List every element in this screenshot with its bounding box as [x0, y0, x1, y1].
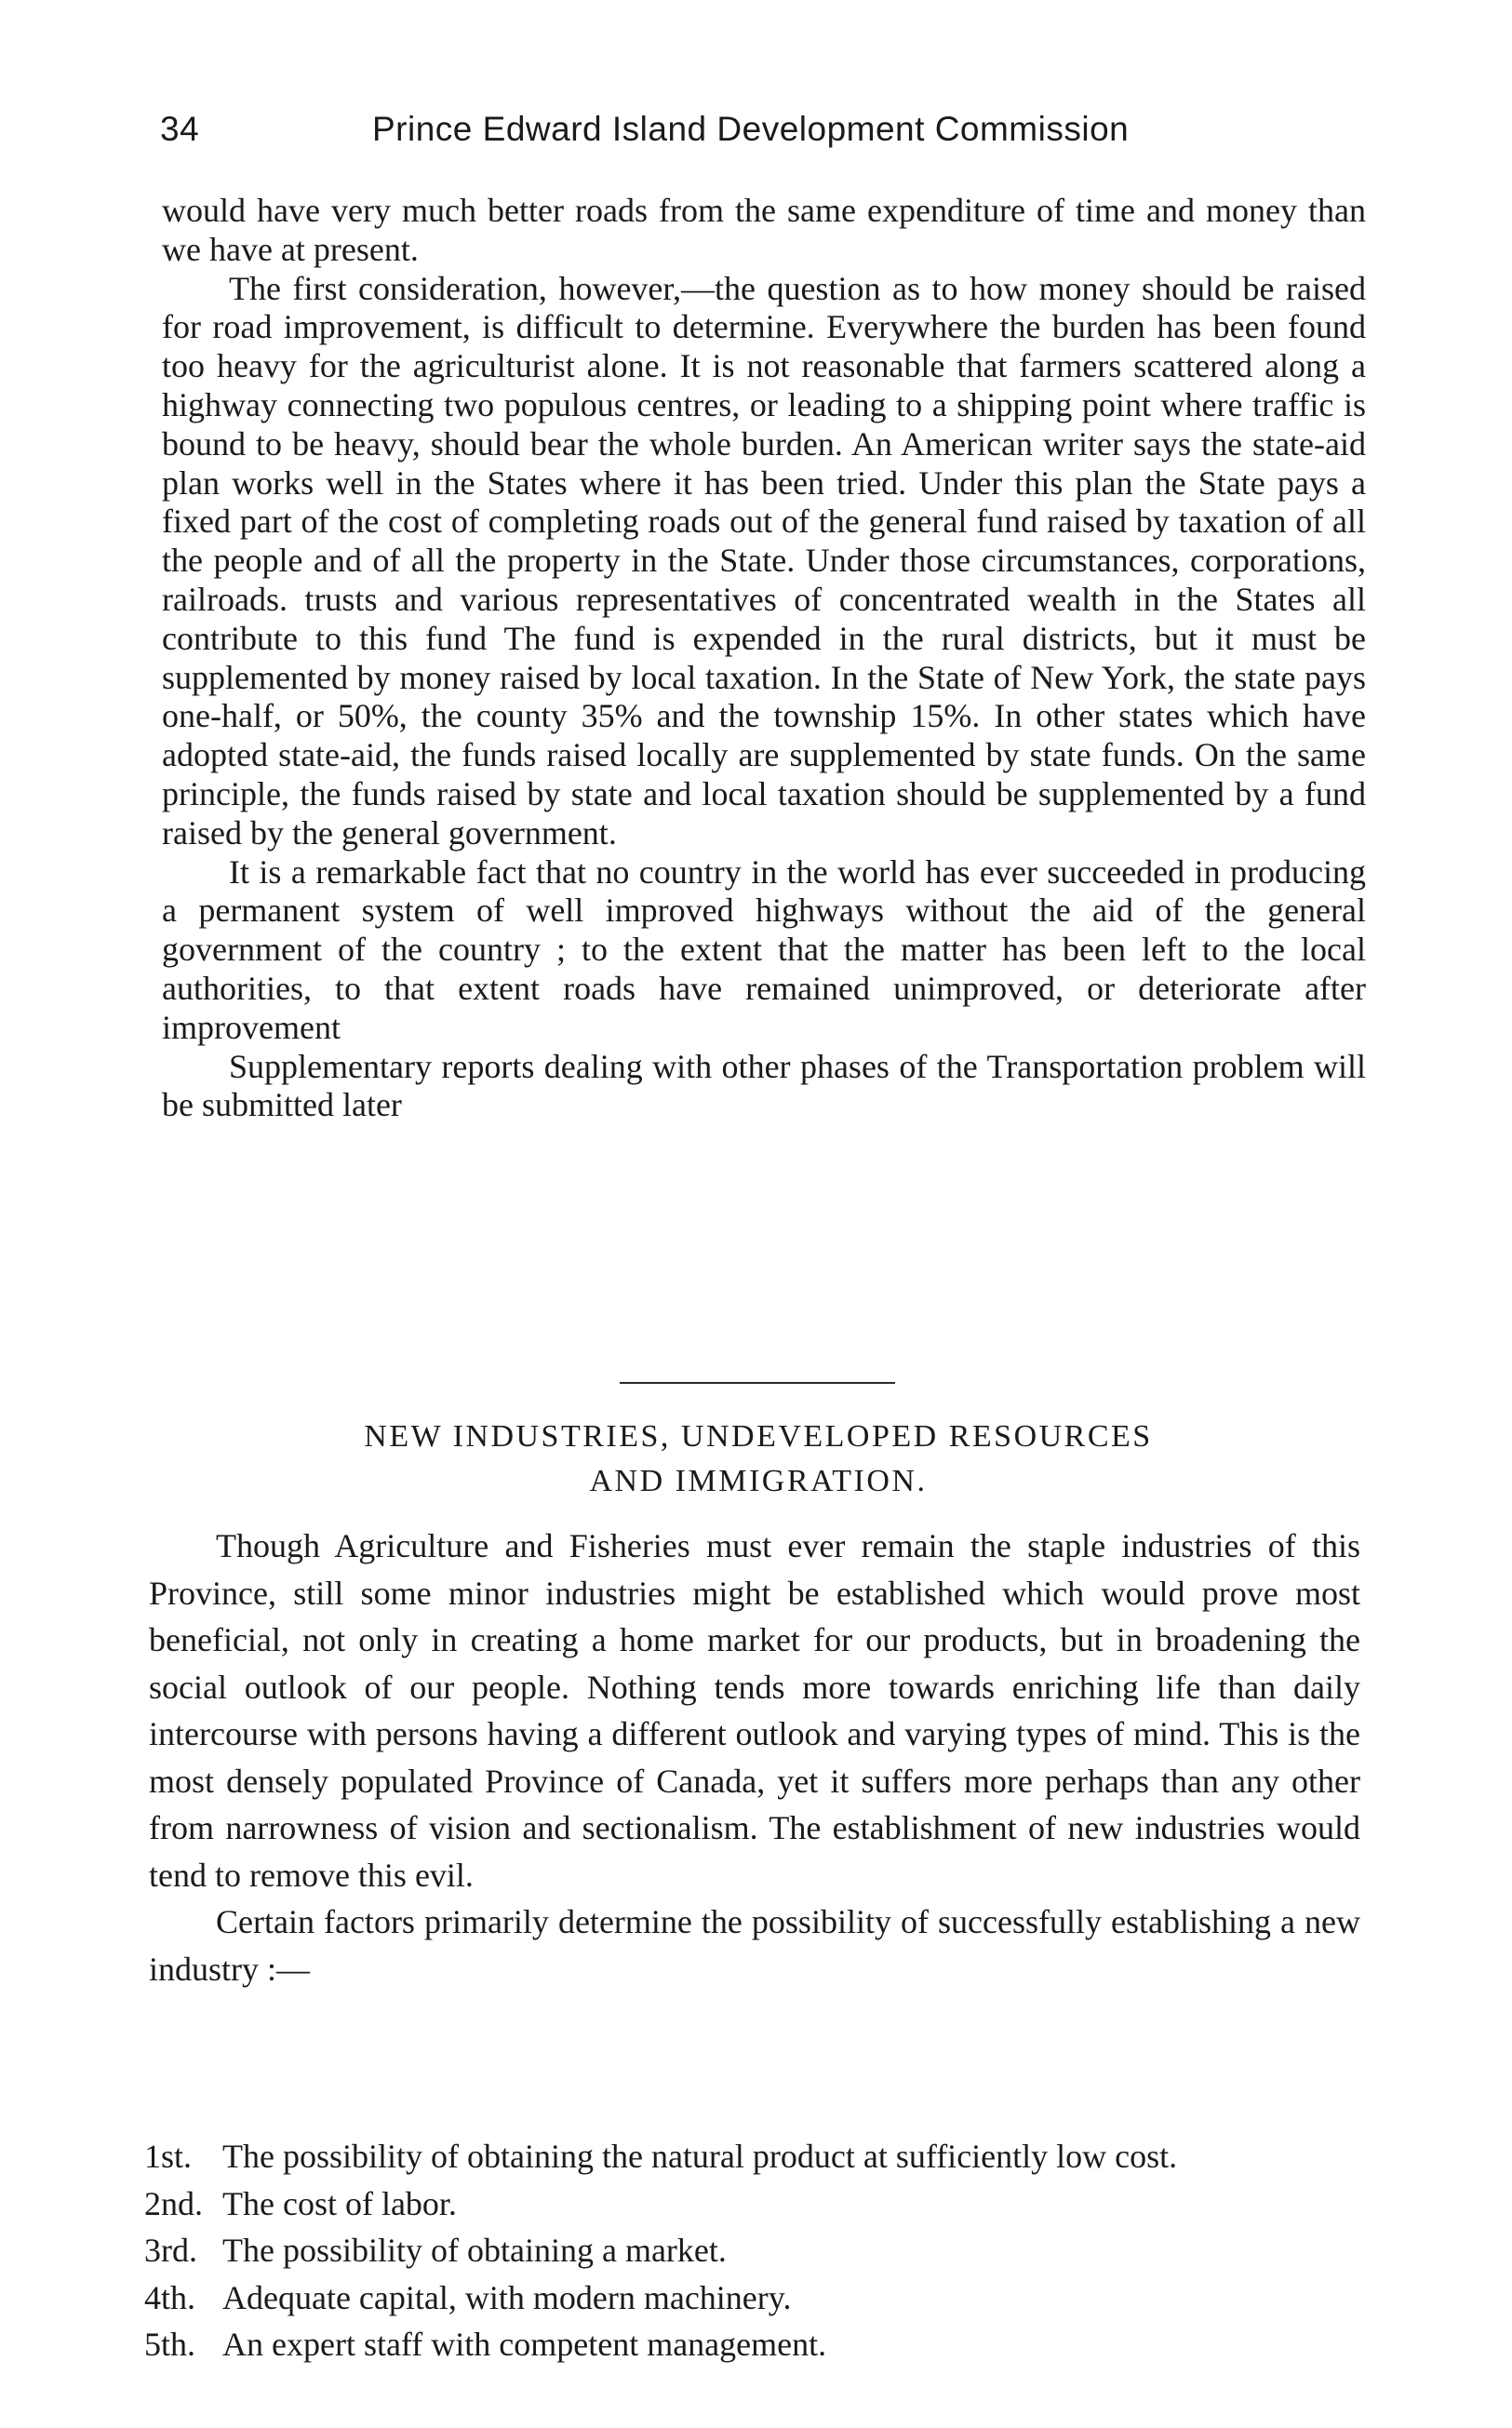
section-divider: [620, 1382, 895, 1384]
factor-list: [144, 2133, 1363, 2368]
list-item-text: The possibility of obtaining the natural product at sufficiently low cost.: [222, 2138, 1178, 2175]
paragraph-industries-intro: Though Agriculture and Fisheries must ever remain the staple industries of this Province, still some minor industries might be established which would prove most beneficial, not only in creating a home market for our products, but in broadening the social outlook of our people. Nothing tends more towards enriching life than daily intercourse with persons having a different outlook and varying types of mind. This is the most densely populated Province of Canada, yet it suffers more perhaps than any other from narrowness of vision and sectionalism. The establishment of new industries would tend to remove this evil.: [149, 1527, 1360, 1894]
list-item-text: Adequate capital, with modern machinery.: [222, 2278, 792, 2316]
industries-section: [149, 1523, 1360, 1992]
list-item-text: An expert staff with competent management.: [222, 2326, 827, 2363]
list-item-ordinal: 5th.: [144, 2326, 196, 2363]
list-item: [144, 2180, 1363, 2228]
section-heading: [223, 1415, 1293, 1504]
paragraph-factors-lead: Certain factors primarily determine the possibility of successfully establishing a new industry :—: [149, 1903, 1360, 1988]
list-item: [144, 2321, 1363, 2368]
list-item-ordinal: 3rd.: [144, 2232, 197, 2269]
running-title: Prince Edward Island Development Commission: [372, 110, 1130, 148]
list-item: [144, 2133, 1363, 2180]
section-heading-line-1: NEW INDUSTRIES, UNDEVELOPED RESOURCES: [364, 1419, 1153, 1454]
paragraph-supplementary-reports: Supplementary reports dealing with other phases of the Transportation problem will be submitted later: [162, 1047, 1366, 1124]
list-item: [144, 2227, 1363, 2274]
list-item-ordinal: 4th.: [144, 2278, 196, 2316]
section-heading-line-2: AND IMMIGRATION.: [589, 1464, 928, 1498]
list-item-text: The possibility of obtaining a market.: [222, 2232, 727, 2269]
list-item-text: The cost of labor.: [222, 2184, 457, 2222]
list-item: [144, 2274, 1363, 2322]
list-item-ordinal: 2nd.: [144, 2184, 203, 2222]
paragraph-government-aid: It is a remarkable fact that no country in the world has ever succeeded in producing a permanent system of well improved highways without the aid of the general government of the country ; to the extent that the matter has been left to the local authorities, to that extent roads have remained unimproved, or deteriorate after improvement: [162, 852, 1366, 1046]
list-item-ordinal: 1st.: [144, 2138, 193, 2175]
paragraph-road-funding: The first consideration, however,—the question as to how money should be raised for road improvement, is difficult to determine. Everywhere the burden has been found too heavy for the agriculturist alone. It is not reasonable that farmers scattered along a highway connecting two populous centres, or leading to a shipping point where traffic is bound to be heavy, should bear the whole burden. An American writer says the state-aid plan works well in the States where it has been tried. Under this plan the State pays a fixed part of the cost of completing roads out of the general fund raised by taxation of all the people and of all the property in the State. Under those circumstances, corporations, railroads. trusts and various representatives of concentrated wealth in the States all contribute to this fund The fund is expended in the rural districts, but it must be supplemented by money raised by local taxation. In the State of New York, the state pays one-half, or 50%, the county 35% and the township 15%. In other states which have adopted state-aid, the funds raised locally are supplemented by state funds. On the same principle, the funds raised by state and local taxation should be supplemented by a fund raised by the general government.: [162, 269, 1366, 852]
running-header: [160, 110, 1221, 158]
paragraph-continued: would have very much better roads from the same expenditure of time and money than we have at present.: [162, 192, 1366, 268]
roads-section: [162, 192, 1366, 1125]
page-number: 34: [160, 110, 200, 148]
